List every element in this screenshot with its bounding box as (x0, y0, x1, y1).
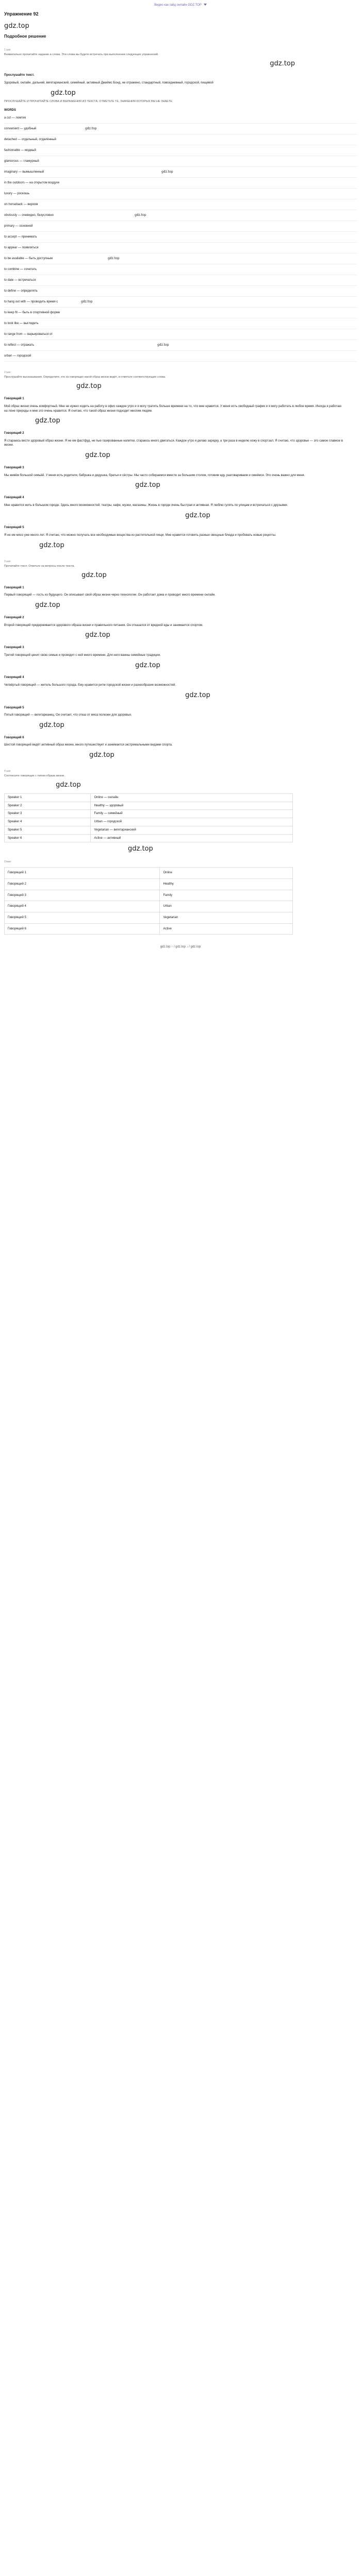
word-row (4, 210, 357, 221)
speaker-number: 5 (22, 706, 24, 709)
speaker-label: Говорящий (4, 676, 22, 680)
step-text: Соотнесите говорящих с типом образа жизни. (4, 774, 65, 778)
word-text: primary — основной (4, 224, 33, 228)
step-text: Внимательно прочитайте задание и слова. Эти слова вы будете встречать при выполнении следующих упражнений. (4, 53, 159, 57)
word-row (4, 156, 357, 167)
speaker-block (4, 397, 357, 426)
speaker-text: Я стараюсь вести здоровый образ жизни. Я не ем фастфуд, не пью газированные напитки, стараюсь много двигаться. Каждое утро я делаю зарядку, а три раза в неделю хожу в спортзал. Я считаю, что здоровье — это самое главное в жизни. (4, 439, 343, 447)
speaker-block (4, 616, 357, 640)
watermark: gdz.top (128, 845, 153, 853)
word-row (4, 297, 357, 308)
table-cell-value: Vegetarian — вегетарианский (91, 826, 293, 834)
step-label: 3 шаг (4, 560, 11, 563)
step-label: 4 шаг (4, 770, 11, 773)
table-cell-speaker: Говорящий 5 (5, 912, 160, 924)
word-text: to range from — варьироваться от (4, 332, 53, 336)
word-row (4, 318, 357, 329)
table-row (5, 802, 293, 810)
watermark: gdz.top (108, 256, 120, 260)
table-cell-value: Vegetarian (160, 912, 293, 924)
speaker-heading (4, 466, 357, 470)
table-cell-speaker: Speaker 3 (5, 810, 91, 818)
table-row (5, 826, 293, 834)
speaker-block (4, 646, 357, 670)
speaker-heading (4, 646, 357, 650)
table-row (5, 923, 293, 935)
watermark: gdz.top (39, 721, 64, 729)
word-row (4, 134, 357, 145)
word-row (4, 124, 357, 134)
speaker-number: 1 (22, 397, 24, 401)
speaker-heading (4, 736, 357, 740)
word-text: obviously — очевидно, безусловно (4, 213, 54, 217)
match-table (4, 793, 293, 842)
speaker-heading (4, 526, 357, 530)
speaker-block (4, 466, 357, 490)
watermark: gdz.top (157, 343, 169, 347)
table-row (5, 912, 293, 924)
table-row (5, 810, 293, 818)
watermark: gdz.top (85, 126, 97, 130)
answer-table (4, 867, 293, 935)
step-text: Прочитайте текст. Ответьте на вопросы после текста. (4, 564, 75, 568)
word-text: to define — определять (4, 289, 38, 293)
watermark: gdz.top (81, 299, 93, 303)
table-row (5, 818, 293, 826)
speaker-text: Четвёртый говорящий — житель большого города. Ему нравится ритм городской жизни и разнообразие возможностей. (4, 684, 176, 687)
watermark: gdz.top (76, 382, 102, 391)
watermark: gdz.top (185, 691, 210, 699)
watermark: gdz.top (35, 601, 60, 609)
words-intro: ПРОСЛУШАЙТЕ И ПРОЧИТАЙТЕ СЛОВА И ВЫРАЖЕНИЯ ИЗ ТЕКСТА. ОТМЕТЬТЕ ТЕ, ЗНАЧЕНИЯ КОТОРЫХ ВЫ НЕ ЗНАЕТЕ. (4, 100, 173, 104)
word-row (4, 178, 357, 189)
watermark: gdz.top (161, 170, 173, 174)
answer-label: Ответ (4, 860, 11, 864)
table-cell-speaker: Speaker 4 (5, 818, 91, 826)
word-text: to combine — сочетать (4, 267, 37, 271)
word-text: to keep fit — быть в спортивной форме (4, 311, 60, 314)
page-title: Упражнение 92 (4, 11, 39, 16)
word-text: convenient — удобный (4, 127, 37, 130)
watermark: gdz.top (39, 541, 64, 549)
watermark: gdz.top (85, 631, 110, 639)
watermark: gdz.top (35, 417, 60, 425)
watermark: gdz.top (270, 60, 295, 68)
table-cell-speaker: Speaker 6 (5, 834, 91, 842)
word-text: imaginary — вымышленный (4, 170, 44, 174)
speaker-number: 6 (22, 736, 24, 739)
watermark: gdz.top (135, 481, 160, 489)
speaker-label: Говорящий (4, 397, 22, 401)
table-cell-speaker: Говорящий 1 (5, 868, 160, 879)
table-cell-value: Healthy (160, 878, 293, 890)
table-cell-value: Active — активный (91, 834, 293, 842)
word-row (4, 221, 357, 232)
speaker-list (4, 586, 357, 760)
table-row (5, 878, 293, 890)
word-text: in the outdoors — на открытом воздухе (4, 181, 60, 184)
instruction: Прослушайте текст. (4, 74, 35, 77)
table-cell-value: Online (160, 868, 293, 879)
speaker-block (4, 431, 357, 461)
speaker-text: Пятый говорящий — вегетарианец. Он считает, что отказ от мяса полезен для здоровья. (4, 714, 132, 717)
speaker-heading (4, 586, 357, 590)
word-row (4, 351, 357, 362)
speaker-text: Мне нравится жить в большом городе. Здесь много возможностей: театры, кафе, музеи, магазины. Жизнь в городе очень быстрая и активная. Я люблю гулять по улицам и встречаться с друзьями. (4, 503, 288, 507)
watermark: gdz.top (89, 751, 114, 759)
speaker-label: Говорящий (4, 616, 22, 619)
table-cell-speaker: Говорящий 6 (5, 923, 160, 935)
watermark: gdz.top (51, 89, 76, 97)
speaker-heading (4, 496, 357, 500)
watermark: gdz.top (85, 451, 110, 460)
watermark: gdz.top (4, 22, 29, 30)
speaker-label: Говорящий (4, 496, 22, 500)
speaker-label: Говорящий (4, 586, 22, 589)
word-row (4, 308, 357, 318)
word-row (4, 189, 357, 199)
words-heading: WORDS (4, 109, 16, 112)
page-subtitle: Подробное решение (4, 33, 46, 39)
speaker-label: Говорящий (4, 526, 22, 530)
table-row (5, 890, 293, 901)
speaker-text: Первый говорящий — гость из будущего. Он описывает свой образ жизни через технологии. Он работает дома и проводит много времени онлайн. (4, 594, 216, 597)
speaker-number: 2 (22, 616, 24, 619)
watermark: gdz.top (81, 571, 107, 579)
table-row (5, 868, 293, 879)
paragraph: Здоровый, онлайн, дальний, вегетарианский, семейный, активный Джеймс Бонд, не отражено, стандартный, повседневный, городской, пищевой (4, 81, 214, 84)
speaker-label: Говорящий (4, 466, 22, 469)
table-cell-value: Family (160, 890, 293, 901)
table-cell-value: Urban (160, 901, 293, 912)
table-cell-speaker: Speaker 1 (5, 794, 91, 802)
footer-links[interactable]: gdz.top ↑ / gdz.top ↓ / gdz.top (160, 945, 201, 949)
speaker-text: Я не ем мясо уже много лет. Я считаю, что можно получать все необходимые вещества из растительной пищи. Мне нравится готовить разные овощные блюда и пробовать новые рецепты. (4, 534, 276, 537)
word-row (4, 253, 357, 264)
watermark: gdz.top (135, 661, 160, 669)
word-row (4, 329, 357, 340)
table-row (5, 901, 293, 912)
watermark: gdz.top (135, 213, 146, 217)
speaker-block (4, 736, 357, 760)
speaker-number: 5 (22, 526, 24, 530)
word-row (4, 113, 357, 124)
table-cell-speaker: Говорящий 2 (5, 878, 160, 890)
word-row (4, 340, 357, 351)
speaker-label: Говорящий (4, 736, 22, 739)
table-cell-speaker: Говорящий 3 (5, 890, 160, 901)
chevron-down-icon (204, 4, 207, 6)
word-text: to reflect — отражать (4, 343, 35, 347)
word-text: to hang out with — проводить время с (4, 300, 58, 303)
speaker-number: 4 (22, 676, 24, 680)
word-row (4, 286, 357, 297)
word-row (4, 243, 357, 253)
speaker-text: Мой образ жизни очень комфортный. Мне не нужно ходить на работу в офис каждое утро и я могу тратить больше времени на то, что мне нравится. У меня есть свободный график и я могу работать в любое время. Иногда я работаю на лоне природы и мне это очень нравится. Я считаю, что такой образ жизни подходит многим людям. (4, 404, 342, 413)
speaker-block (4, 675, 357, 700)
word-list (4, 113, 357, 362)
word-row (4, 199, 357, 210)
word-row (4, 145, 357, 156)
table-cell-value: Healthy — здоровый (91, 802, 293, 810)
table-cell-value: Online — онлайн (91, 794, 293, 802)
table-cell-speaker: Говорящий 4 (5, 901, 160, 912)
speaker-block (4, 586, 357, 611)
speaker-number: 3 (22, 646, 24, 650)
table-cell-value: Urban — городской (91, 818, 293, 826)
speaker-number: 1 (22, 586, 24, 589)
word-text: a cut — ломтик (4, 116, 26, 120)
step-label: 1 шаг (4, 48, 11, 52)
step-text: Прослушайте высказывания. Определите, кто из говорящих какой образ жизни ведёт, и отметьте соответствующие слова. (4, 376, 166, 379)
speaker-text: Третий говорящий ценит свою семью и проводит с ней много времени. Для него важны семейные традиции. (4, 653, 161, 657)
speaker-heading (4, 431, 357, 436)
step-label: 2 шаг (4, 371, 11, 375)
table-row (5, 794, 293, 802)
speaker-text: Второй говорящий придерживается здорового образа жизни и правильного питания. Он отказался от вредной еды и занимается спортом. (4, 623, 203, 627)
speaker-text: Шестой говорящий ведёт активный образ жизни, много путешествует и занимается экстремальными видами спорта. (4, 743, 173, 747)
table-cell-value: Family — семейный (91, 810, 293, 818)
word-text: to look like — выглядеть (4, 321, 39, 325)
speaker-heading (4, 397, 357, 401)
word-row (4, 167, 357, 178)
word-text: to appear — появляться (4, 246, 39, 249)
word-text: urban — городской (4, 354, 31, 358)
word-row (4, 275, 357, 286)
speaker-heading (4, 706, 357, 710)
watermark: gdz.top (185, 511, 210, 519)
speaker-number: 4 (22, 496, 24, 500)
speaker-label: Говорящий (4, 706, 22, 709)
word-text: luxury — роскошь (4, 192, 29, 195)
speaker-label: Говорящий (4, 432, 22, 435)
word-row (4, 232, 357, 243)
speaker-block (4, 526, 357, 550)
word-text: to be available — быть доступным (4, 257, 53, 260)
word-text: detached — отдельный, отделённый (4, 138, 56, 141)
speaker-label: Говорящий (4, 646, 22, 650)
table-cell-speaker: Speaker 2 (5, 802, 91, 810)
speaker-number: 3 (22, 466, 24, 469)
speaker-heading (4, 675, 357, 680)
speaker-number: 2 (22, 432, 24, 435)
speaker-block (4, 496, 357, 520)
watermark: gdz.top (56, 781, 81, 789)
word-text: to accept — принимать (4, 235, 37, 239)
top-banner-text[interactable]: Видео как гайд онлайн GDZ.TOP (154, 4, 202, 7)
speaker-heading (4, 616, 357, 620)
table-cell-value: Active (160, 923, 293, 935)
speaker-list (4, 397, 357, 550)
word-row (4, 264, 357, 275)
word-text: on horseback — верхом (4, 202, 38, 206)
table-row (5, 834, 293, 842)
speaker-block (4, 706, 357, 731)
word-text: fashionable — модный (4, 148, 36, 152)
word-text: glamorous — гламурный (4, 159, 39, 163)
table-cell-speaker: Speaker 5 (5, 826, 91, 834)
speaker-text: Мы живём большой семьёй. У меня есть родители, бабушка и дедушка, братья и сёстры. Мы часто собираемся вместе за большим столом, готовим еду, разговариваем и смеёмся. Это очень важно для меня. (4, 473, 305, 477)
word-text: to date — встречаться (4, 278, 36, 282)
top-banner-link[interactable] (4, 3, 357, 8)
